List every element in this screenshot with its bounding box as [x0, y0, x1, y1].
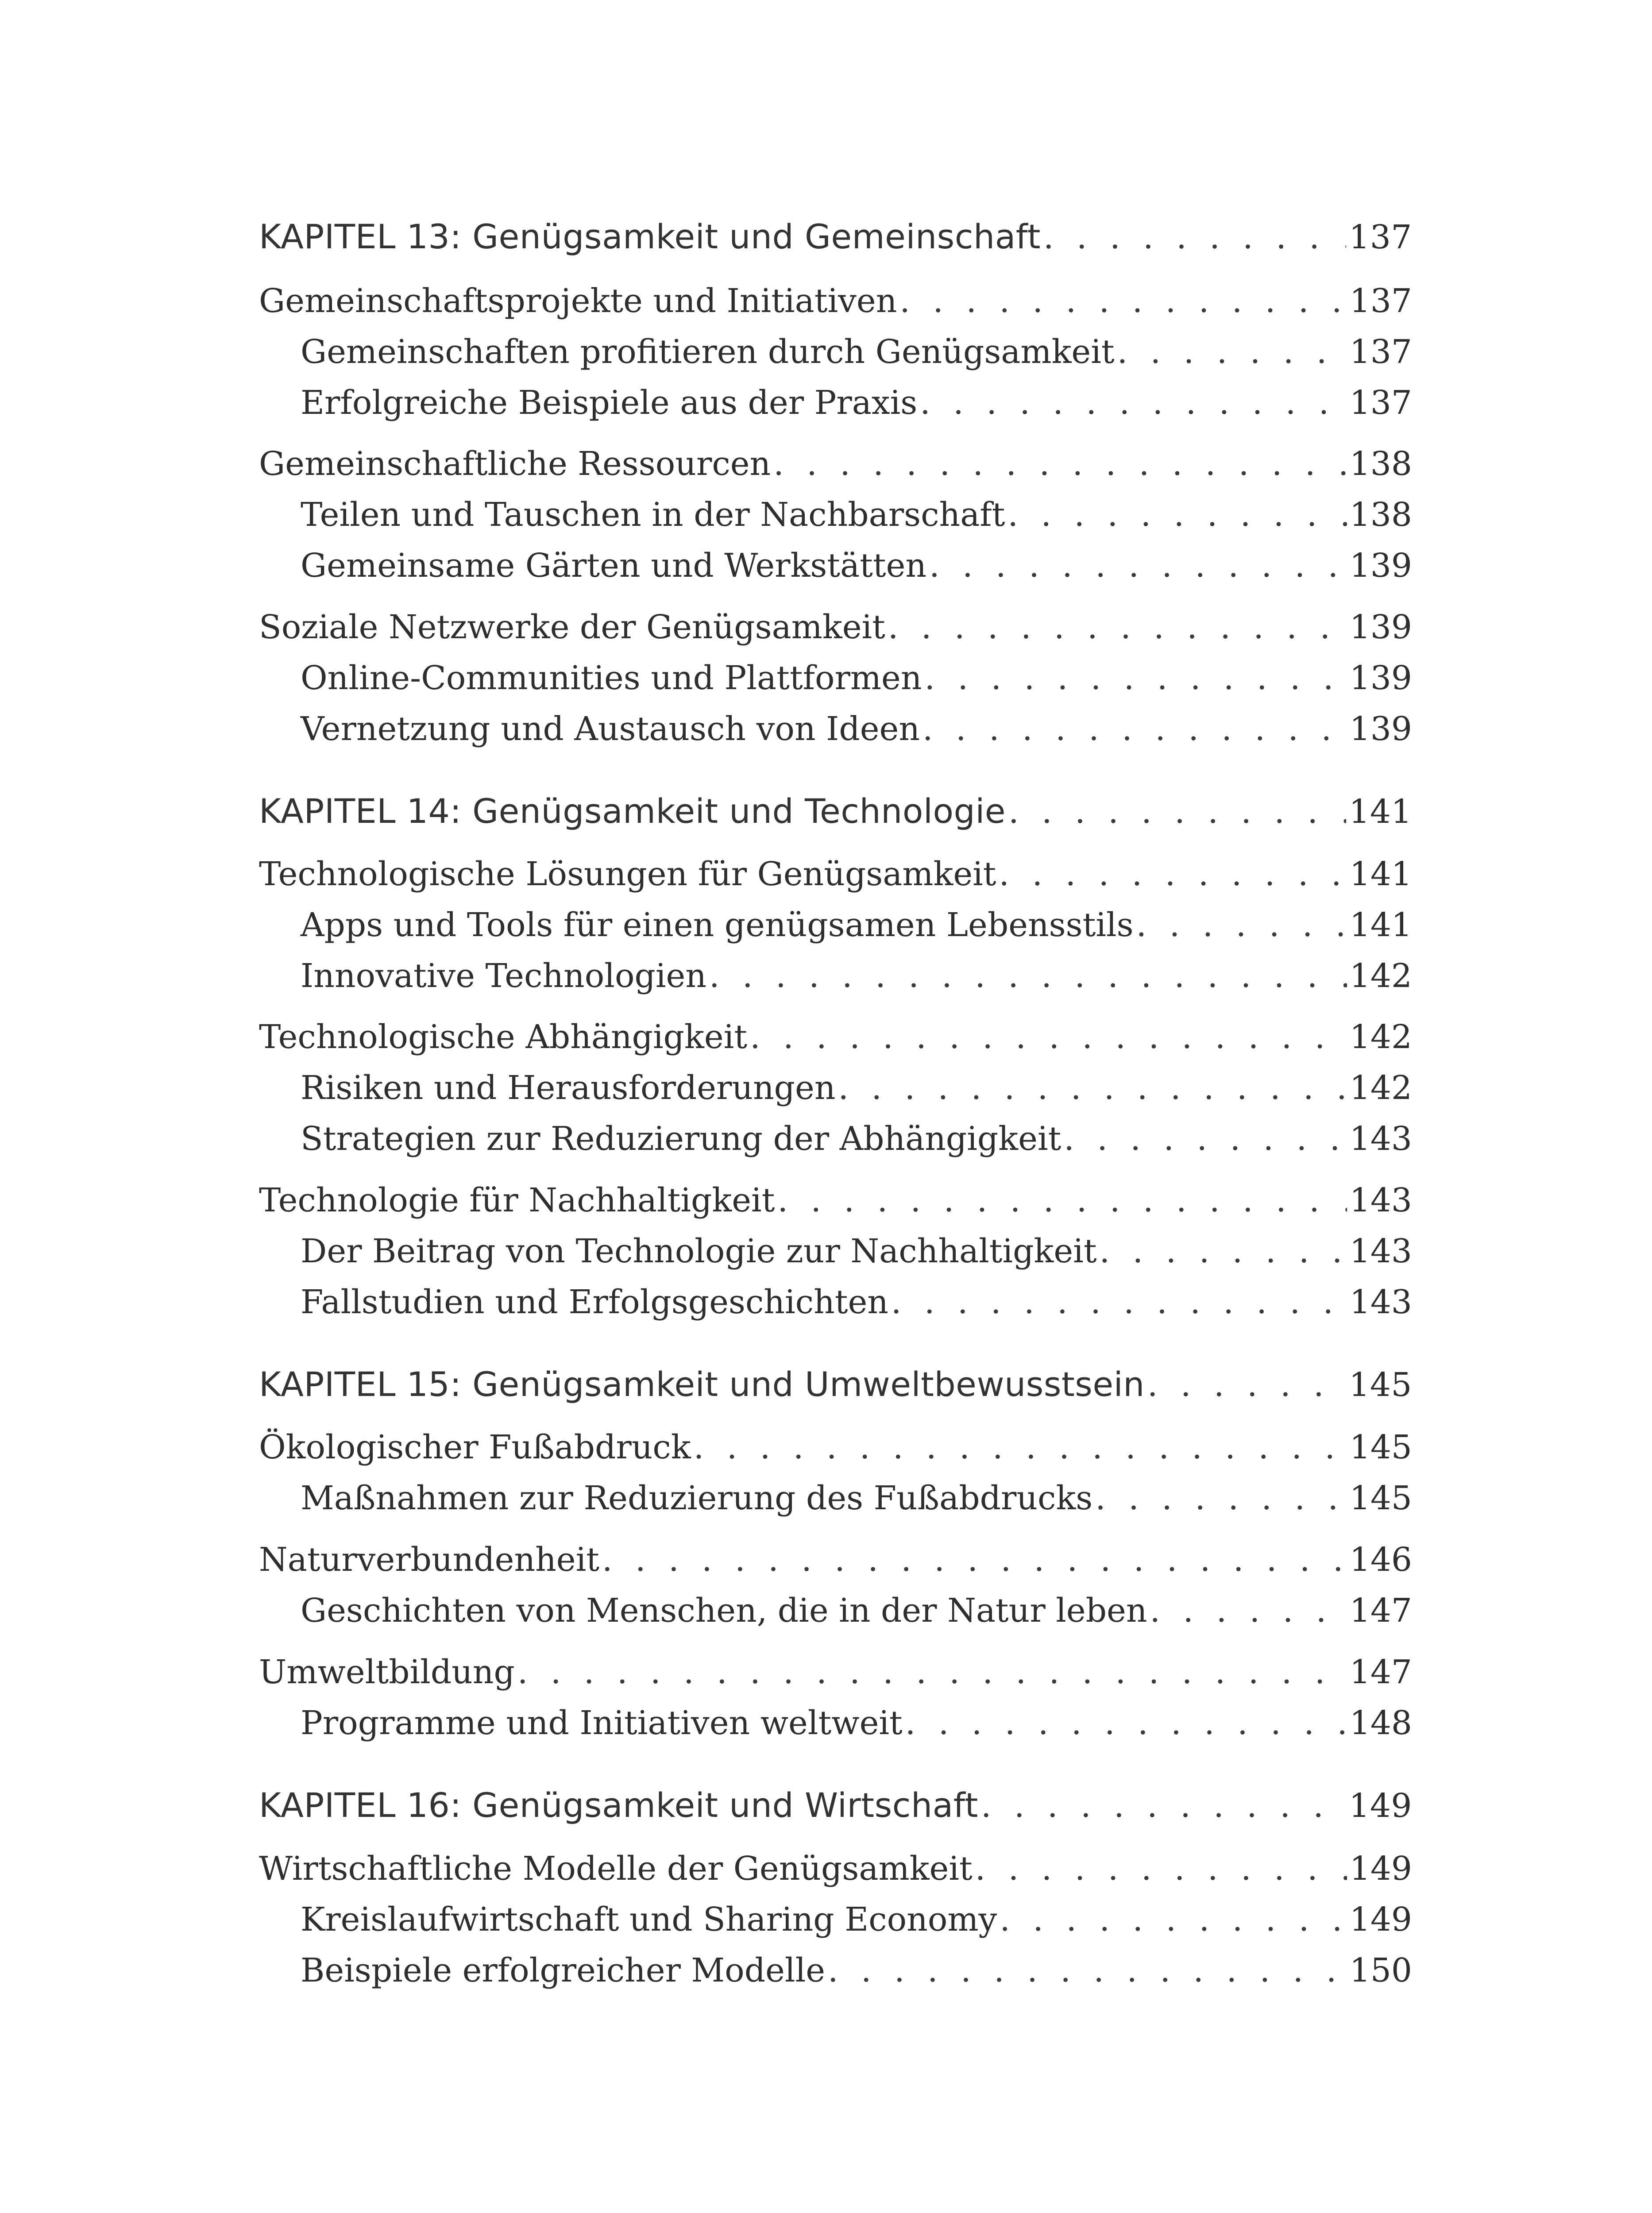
toc-subsection[interactable] [259, 1283, 1412, 1321]
dot-leader [891, 1283, 1347, 1321]
toc-title: Technologie für Nachhaltigkeit [259, 1181, 775, 1219]
toc-subsection[interactable] [259, 906, 1412, 944]
toc-page-number: 142 [1349, 957, 1412, 995]
dot-leader [981, 1787, 1346, 1825]
toc-page-number: 137 [1349, 282, 1412, 320]
toc-chapter-16[interactable] [259, 1785, 1412, 1825]
toc-title: Soziale Netzwerke der Genügsamkeit [259, 608, 885, 646]
dot-leader [1095, 1479, 1347, 1517]
toc-page-number: 138 [1349, 496, 1412, 534]
toc-subsection[interactable] [259, 1069, 1412, 1107]
toc-title: Risiken und Herausforderungen [301, 1069, 836, 1107]
toc-page-number: 145 [1349, 1366, 1412, 1404]
dot-leader [1000, 1901, 1347, 1939]
toc-page-number: 149 [1349, 1901, 1412, 1939]
toc-page-number: 137 [1349, 384, 1412, 422]
toc-subsection[interactable] [259, 1704, 1412, 1742]
toc-section[interactable] [259, 445, 1412, 483]
toc-subsection[interactable] [259, 1232, 1412, 1270]
toc-section[interactable] [259, 282, 1412, 320]
toc-section[interactable] [259, 1850, 1412, 1888]
toc-section[interactable] [259, 1541, 1412, 1579]
toc-title: Geschichten von Menschen, die in der Natur leben [301, 1592, 1147, 1630]
toc-subsection[interactable] [259, 1901, 1412, 1939]
toc-title: Teilen und Tauschen in der Nachbarschaft [301, 496, 1005, 534]
toc-section[interactable] [259, 1181, 1412, 1219]
toc-title: Wirtschaftliche Modelle der Genügsamkeit [259, 1850, 973, 1888]
dot-leader [1100, 1232, 1347, 1270]
dot-leader [602, 1541, 1347, 1579]
dot-leader [709, 957, 1347, 995]
dot-leader [694, 1428, 1347, 1466]
dot-leader [922, 710, 1347, 748]
toc-page-number: 139 [1349, 608, 1412, 646]
toc-title: Naturverbundenheit [259, 1541, 599, 1579]
dot-leader [777, 1181, 1347, 1219]
toc-section[interactable] [259, 608, 1412, 646]
dot-leader [750, 1018, 1347, 1056]
toc-title: Gemeinsame Gärten und Werkstätten [301, 547, 927, 585]
dot-leader [905, 1704, 1347, 1742]
toc-page-number: 149 [1349, 1850, 1412, 1888]
toc-section[interactable] [259, 1653, 1412, 1691]
dot-leader [1007, 496, 1347, 534]
toc-section[interactable] [259, 855, 1412, 893]
toc-subsection[interactable] [259, 496, 1412, 534]
toc-subsection[interactable] [259, 957, 1412, 995]
toc-title: KAPITEL 15: Genügsamkeit und Umweltbewusstsein [259, 1365, 1145, 1404]
toc-section[interactable] [259, 1018, 1412, 1056]
toc-subsection[interactable] [259, 659, 1412, 697]
toc-title: Ökologischer Fußabdruck [259, 1428, 691, 1466]
dot-leader [1136, 906, 1347, 944]
toc-title: Kreislaufwirtschaft und Sharing Economy [301, 1901, 997, 1939]
toc-subsection[interactable] [259, 710, 1412, 748]
toc-subsection[interactable] [259, 1951, 1412, 1989]
toc-page-number: 145 [1349, 1428, 1412, 1466]
toc-title: Gemeinschaften profitieren durch Genügsamkeit [301, 333, 1115, 371]
toc-subsection[interactable] [259, 333, 1412, 371]
toc-page-number: 139 [1349, 547, 1412, 585]
dot-leader [888, 608, 1347, 646]
toc-title: Strategien zur Reduzierung der Abhängigkeit [301, 1120, 1061, 1158]
toc-page-number: 142 [1349, 1069, 1412, 1107]
toc-title: Programme und Initiativen weltweit [301, 1704, 903, 1742]
dot-leader [929, 547, 1347, 585]
toc-page-number: 139 [1349, 710, 1412, 748]
toc-page-number: 143 [1349, 1120, 1412, 1158]
dot-leader [899, 282, 1347, 320]
toc-page-number: 150 [1349, 1951, 1412, 1989]
toc-page-number: 137 [1349, 333, 1412, 371]
toc-title: Umweltbildung [259, 1653, 515, 1691]
dot-leader [920, 384, 1347, 422]
toc-page-number: 145 [1349, 1479, 1412, 1517]
toc-page-number: 147 [1349, 1653, 1412, 1691]
toc-title: Gemeinschaftsprojekte und Initiativen [259, 282, 897, 320]
toc-page-number: 146 [1349, 1541, 1412, 1579]
toc-page-number: 142 [1349, 1018, 1412, 1056]
toc-title: Fallstudien und Erfolgsgeschichten [301, 1283, 888, 1321]
dot-leader [1117, 333, 1347, 371]
dot-leader [517, 1653, 1347, 1691]
toc-page-number: 141 [1349, 855, 1412, 893]
toc-title: Apps und Tools für einen genügsamen Lebensstils [301, 906, 1134, 944]
toc-page-number: 141 [1349, 906, 1412, 944]
toc-title: Online-Communities und Plattformen [301, 659, 922, 697]
dot-leader [999, 855, 1347, 893]
toc-title: KAPITEL 16: Genügsamkeit und Wirtschaft [259, 1785, 978, 1825]
toc-title: Technologische Abhängigkeit [259, 1018, 748, 1056]
toc-subsection[interactable] [259, 547, 1412, 585]
toc-page-number: 143 [1349, 1283, 1412, 1321]
toc-chapter-14[interactable] [259, 791, 1412, 831]
dot-leader [838, 1069, 1347, 1107]
dot-leader [1008, 793, 1346, 831]
dot-leader [1150, 1592, 1347, 1630]
dot-leader [773, 445, 1347, 483]
toc-page-number: 139 [1349, 659, 1412, 697]
toc-chapter-13[interactable] [259, 217, 1412, 256]
dot-leader [1147, 1366, 1346, 1404]
toc-page-number: 138 [1349, 445, 1412, 483]
toc-page-number: 143 [1349, 1181, 1412, 1219]
dot-leader [828, 1951, 1347, 1989]
toc-section[interactable] [259, 1428, 1412, 1466]
toc-page-number: 141 [1349, 793, 1412, 831]
toc-title: Innovative Technologien [301, 957, 706, 995]
toc-page-number: 147 [1349, 1592, 1412, 1630]
toc-subsection[interactable] [259, 1479, 1412, 1517]
toc-page-number: 148 [1349, 1704, 1412, 1742]
dot-leader [975, 1850, 1347, 1888]
dot-leader [1043, 218, 1346, 256]
toc-title: Technologische Lösungen für Genügsamkeit [259, 855, 996, 893]
dot-leader [1064, 1120, 1347, 1158]
toc-title: Maßnahmen zur Reduzierung des Fußabdrucks [301, 1479, 1093, 1517]
toc-title: Gemeinschaftliche Ressourcen [259, 445, 771, 483]
toc-title: Der Beitrag von Technologie zur Nachhaltigkeit [301, 1232, 1097, 1270]
toc-page-number: 143 [1349, 1232, 1412, 1270]
toc-subsection[interactable] [259, 1592, 1412, 1630]
toc-title: Erfolgreiche Beispiele aus der Praxis [301, 384, 918, 422]
toc-title: KAPITEL 13: Genügsamkeit und Gemeinschaft [259, 217, 1041, 256]
toc-page-number: 137 [1349, 218, 1412, 256]
toc-subsection[interactable] [259, 384, 1412, 422]
toc-title: Vernetzung und Austausch von Ideen [301, 710, 920, 748]
dot-leader [925, 659, 1347, 697]
toc-page-number: 149 [1349, 1787, 1412, 1825]
toc-title: KAPITEL 14: Genügsamkeit und Technologie [259, 791, 1006, 831]
toc-title: Beispiele erfolgreicher Modelle [301, 1951, 826, 1989]
toc-subsection[interactable] [259, 1120, 1412, 1158]
toc-chapter-15[interactable] [259, 1365, 1412, 1404]
